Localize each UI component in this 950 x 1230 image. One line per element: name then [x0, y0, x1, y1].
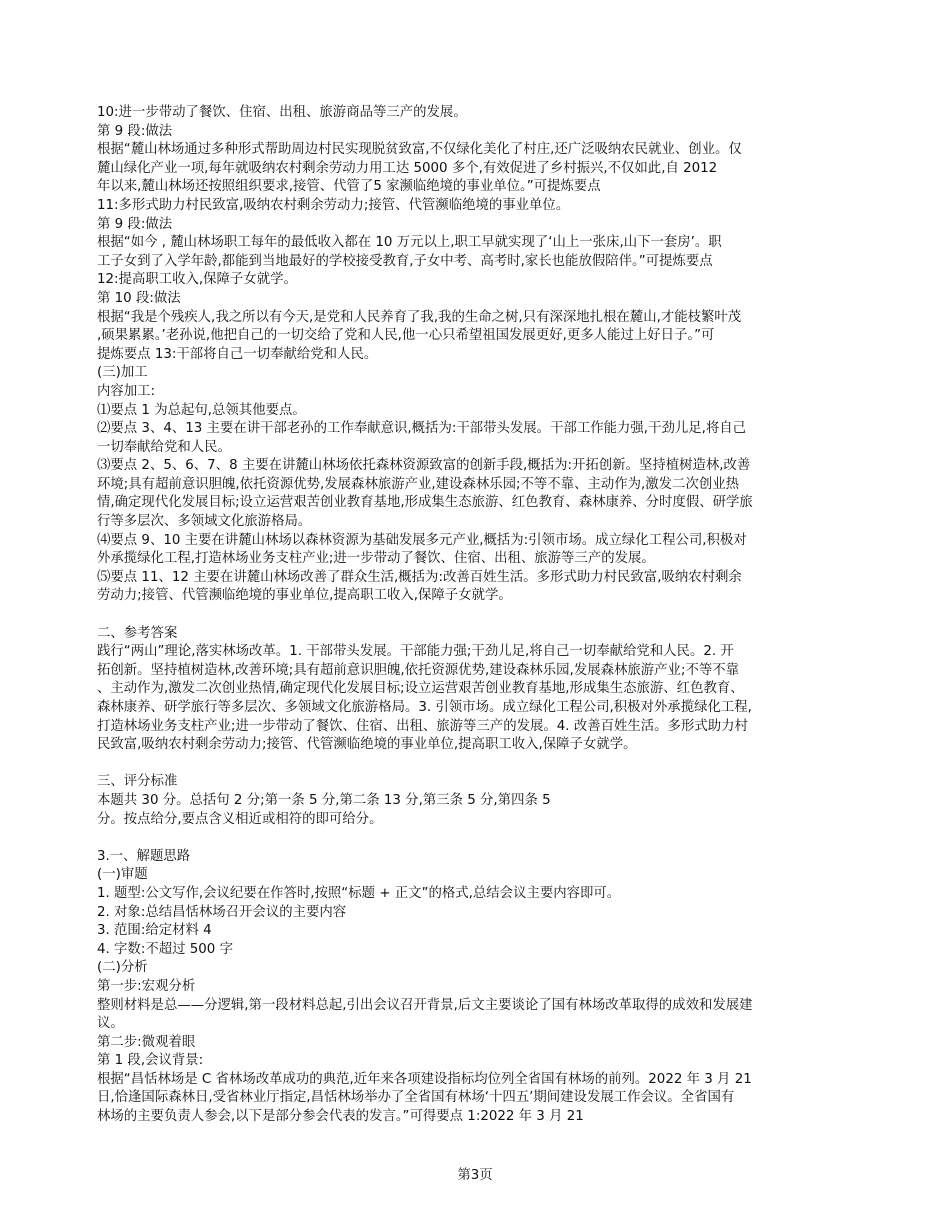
- text-line: 第 1 段,会议背景:: [97, 1053, 204, 1069]
- text-line: 2. 对象:总结昌恬林场召开会议的主要内容: [97, 904, 347, 920]
- text-line: 林场的主要负责人参会,以下是部分参会代表的发言。”可得要点 1:2022 年 3 月 21: [97, 1109, 584, 1125]
- text-line: 根据“麓山林场通过多种形式帮助周边村民实现脱贫致富,不仅绿化美化了村庄,还广泛吸纳农民就业、创业。仅: [97, 142, 742, 158]
- text-line: 整则材料是总——分逻辑,第一段材料总起,引出会议召开背景,后文主要谈论了国有林场改革取得的成效和发展建: [97, 997, 753, 1013]
- text-line: (二)分析: [97, 960, 148, 976]
- text-line: 工子女到了入学年龄,都能到当地最好的学校接受教育,子女中考、高考时,家长也能放假陪伴。”可提炼要点: [97, 253, 713, 269]
- text-line: 分。按点给分,要点含义相近或相符的即可给分。: [97, 811, 383, 827]
- text-line: 日,恰逢国际森林日,受省林业厅指定,昌恬林场举办了全省国有林场‘十四五’期间建设发展工作会议。全省国有: [97, 1090, 735, 1106]
- text-line: ⑶要点 2、5、6、7、8 主要在讲麓山林场依托森林资源致富的创新手段,概括为:开拓创新。坚持植树造林,改善: [97, 458, 751, 474]
- text-line: 第二步:微观着眼: [97, 1034, 196, 1050]
- text-line: ,硕果累累。’老孙说,他把自己的一切交给了党和人民,他一心只希望祖国发展更好,更多人能过上好日子。”可: [97, 328, 715, 344]
- text-line: ⑵要点 3、4、13 主要在讲干部老孙的工作奉献意识,概括为:干部带头发展。干部工作能力强,干劲儿足,将自己: [97, 421, 747, 437]
- text-line: 10:进一步带动了餐饮、住宿、出租、旅游商品等三产的发展。: [97, 105, 467, 120]
- text-line: 1. 题型:公文写作,会议纪要在作答时,按照“标题 + 正文”的格式,总结会议主要内容即可。: [97, 885, 621, 901]
- text-line: 内容加工:: [97, 383, 156, 399]
- text-line: 本题共 30 分。总括句 2 分;第一条 5 分,第二条 13 分,第三条 5 分,第四条 5: [97, 792, 551, 808]
- text-line: ⑸要点 11、12 主要在讲麓山林场改善了群众生活,概括为:改善百姓生活。多形式助力村民致富,吸纳农村剩余: [97, 569, 742, 585]
- text-line: 3. 范围:给定材料 4: [97, 923, 212, 939]
- text-line: 、主动作为,激发二次创业热情,确定现代化发展目标;设立运营艰苦创业教育基地,形成集生态旅游、红色教育、: [97, 681, 744, 697]
- page-number: 第3页: [457, 1168, 493, 1183]
- text-line: ⑴要点 1 为总起句,总领其他要点。: [97, 402, 306, 418]
- text-line: 3.一、解题思路: [97, 848, 191, 864]
- text-line: 第一步:宏观分析: [97, 978, 196, 994]
- text-line: 打造林场业务支柱产业;进一步带动了餐饮、住宿、出租、旅游等三产的发展。4. 改善百姓生活。多形式助力村: [97, 718, 748, 734]
- document-body: [97, 104, 869, 1127]
- text-line: 提炼要点 13:干部将自己一切奉献给党和人民。: [97, 346, 378, 362]
- text-line: 根据“我是个残疾人,我之所以有今天,是党和人民养育了我,我的生命之树,只有深深地扎根在麓山,才能枝繁叶茂: [97, 309, 742, 325]
- text-line: 麓山绿化产业一项,每年就吸纳农村剩余劳动力用工达 5000 多个,有效促进了乡村振兴,不仅如此,自 2012: [97, 160, 718, 176]
- text-line: 第 9 段:做法: [97, 216, 173, 232]
- blank-line: [97, 606, 869, 625]
- text-line: 三、评分标准: [97, 774, 178, 790]
- text-line: 4. 字数:不超过 500 字: [97, 941, 233, 957]
- text-line: 践行“两山”理论,落实林场改革。1. 干部带头发展。干部能力强;干劲儿足,将自己一切奉献给党和人民。2. 开: [97, 644, 734, 660]
- text-line: 议。: [97, 1016, 124, 1032]
- text-line: 年以来,麓山林场还按照组织要求,接管、代管了5 家濒临绝境的事业单位。”可提炼要点: [97, 179, 601, 195]
- text-line: 劳动力;接管、代管濒临绝境的事业单位,提高职工收入,保障子女就学。: [97, 588, 512, 604]
- text-line: 第 10 段:做法: [97, 290, 181, 306]
- blank-line: [97, 829, 869, 848]
- text-line: ⑷要点 9、10 主要在讲麓山林场以森林资源为基础发展多元产业,概括为:引领市场。成立绿化工程公司,积极对: [97, 532, 747, 548]
- text-line: 民致富,吸纳农村剩余劳动力;接管、代管濒临绝境的事业单位,提高职工收入,保障子女就学。: [97, 737, 637, 753]
- text-line: 外承揽绿化工程,打造林场业务支柱产业;进一步带动了餐饮、住宿、出租、旅游等三产的发展。: [97, 551, 655, 567]
- text-line: 根据“昌恬林场是 C 省林场改革成功的典范,近年来各项建设指标均位列全省国有林场的前列。2022 年 3 月 21: [97, 1071, 752, 1087]
- text-line: (一)审题: [97, 867, 148, 883]
- text-line: 12:提高职工收入,保障子女就学。: [97, 272, 297, 288]
- text-line: 11:多形式助力村民致富,吸纳农村剩余劳动力;接管、代管濒临绝境的事业单位。: [97, 197, 570, 213]
- text-line: 二、参考答案: [97, 625, 178, 641]
- text-line: 行等多层次、多领域文化旅游格局。: [97, 514, 312, 530]
- text-line: 根据“如今 , 麓山林场职工每年的最低收入都在 10 万元以上,职工早就实现了‘山上一张床,山下一套房’。职: [97, 235, 722, 251]
- text-line: 环境;具有超前意识胆魄,依托资源优势,发展森林旅游产业,建设森林乐园;不等不靠、主动作为,激发二次创业热: [97, 476, 740, 492]
- text-line: 情,确定现代化发展目标;设立运营艰苦创业教育基地,形成集生态旅游、红色教育、森林康养、分时度假、研学旅: [97, 495, 753, 511]
- text-line: (三)加工: [97, 365, 148, 381]
- text-line: 森林康养、研学旅行等多层次、多领域文化旅游格局。3. 引领市场。成立绿化工程公司,积极对外承揽绿化工程,: [97, 700, 752, 715]
- text-line: 拓创新。坚持植树造林,改善环境;具有超前意识胆魄,依托资源优势,建设森林乐园,发展森林旅游产业;不等不靠: [97, 662, 740, 678]
- blank-line: [97, 755, 869, 774]
- text-line: 第 9 段:做法: [97, 123, 173, 139]
- text-line: 一切奉献给党和人民。: [97, 439, 231, 455]
